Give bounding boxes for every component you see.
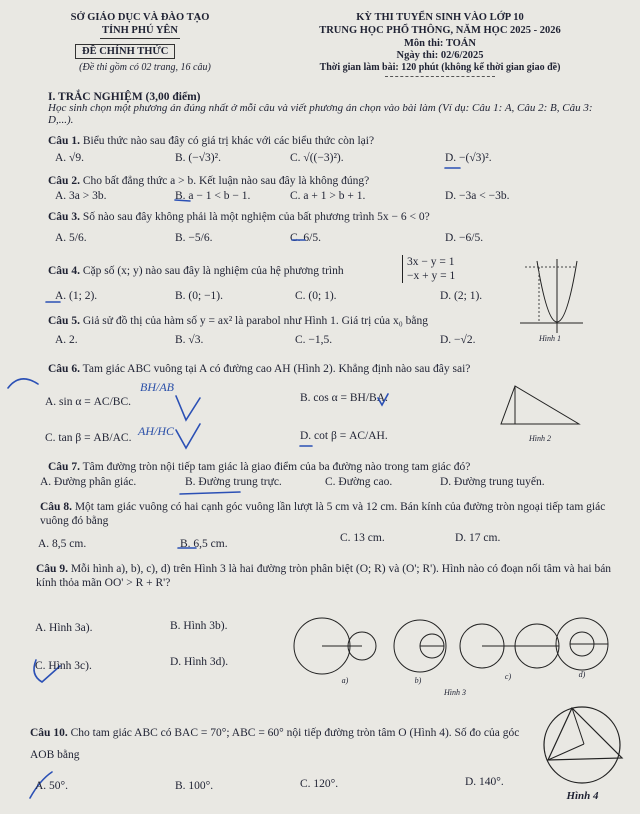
q3-option-c: C. 6/5. xyxy=(290,232,321,244)
q4-option-a: A. (1; 2). xyxy=(55,290,98,302)
q8-option-b: B. 6,5 cm. xyxy=(180,538,228,550)
handwritten-note: AH/HC xyxy=(138,424,174,438)
q6-option-a: A. sin α = AC/BC. xyxy=(45,396,131,408)
q5-option-d: D. −√2. xyxy=(440,334,476,346)
q2-option-c: C. a + 1 > b + 1. xyxy=(290,190,366,202)
question-7: Câu 7. Tâm đường tròn nội tiếp tam giác là giao điểm của ba đường nào trong tam giác đó? xyxy=(48,461,471,473)
question-1: Câu 1. Biểu thức nào sau đây có giá trị khác với các biểu thức còn lại? xyxy=(48,135,375,147)
section-title: I. TRẮC NGHIỆM (3,00 điểm) xyxy=(48,91,201,103)
q4-option-d: D. (2; 1). xyxy=(440,290,483,302)
question-4: Câu 4. Cặp số (x; y) nào sau đây là nghiệm của hệ phương trình xyxy=(48,265,344,277)
province-name: TỈNH PHÚ YÊN xyxy=(101,25,179,36)
q5-option-a: A. 2. xyxy=(55,334,78,346)
q9-option-a: A. Hình 3a). xyxy=(35,622,93,634)
q6-option-b: B. cos α = BH/BA. xyxy=(300,392,388,404)
figure-4-caption: Hình 4 xyxy=(566,790,599,802)
q10-option-d: D. 140°. xyxy=(465,776,504,788)
figure-3d-label: d) xyxy=(578,670,586,679)
question-9: Câu 9. Mỗi hình a), b), c), d) trên Hình 3 là hai đường tròn phân biệt (O; R) và (O'; R'). Hình nào có đoạn nối tâm và hai bán kính thỏa mãn OO' > R + R'? xyxy=(36,563,612,589)
handwritten-note: BH/AB xyxy=(140,380,174,394)
exam-subtitle: TRUNG HỌC PHỔ THÔNG, NĂM HỌC 2025 - 2026 xyxy=(319,25,561,36)
question-10: Câu 10. Cho tam giác ABC có BAC = 70°; ABC = 60° nội tiếp đường tròn tâm O (Hình 4). Số đo của góc AOB bằng xyxy=(30,727,520,761)
exam-title: KỲ THI TUYỂN SINH VÀO LỚP 10 xyxy=(356,12,524,23)
q1-option-d: D. −(√3)². xyxy=(445,152,492,164)
q9-option-d: D. Hình 3d). xyxy=(170,656,229,668)
q5-option-c: C. −1,5. xyxy=(295,334,333,346)
question-8: Câu 8. Một tam giác vuông có hai cạnh góc vuông lần lượt là 5 cm và 12 cm. Bán kính của đường tròn ngoại tiếp tam giác vuông đó bằng xyxy=(40,501,606,527)
q7-option-c: C. Đường cao. xyxy=(325,476,393,488)
q3-option-d: D. −6/5. xyxy=(445,232,484,244)
q1-option-c: C. √((−3)²). xyxy=(290,152,344,164)
figure-3b-label: b) xyxy=(414,676,422,685)
figure-4-inscribed-triangle xyxy=(540,700,625,790)
figure-2-triangle xyxy=(495,380,585,435)
question-6: Câu 6. Tam giác ABC vuông tại A có đường cao AH (Hình 2). Khẳng định nào sau đây sai? xyxy=(48,363,471,375)
exam-date: Ngày thi: 02/6/2025 xyxy=(396,50,484,61)
q1-option-b: B. (−√3)². xyxy=(175,152,221,164)
figure-3a-label: a) xyxy=(341,676,349,685)
equation-system: 3x − y = 1 −x + y = 1 xyxy=(402,255,455,283)
official-stamp: ĐỀ CHÍNH THỨC xyxy=(75,44,175,59)
q2-option-d: D. −3a < −3b. xyxy=(445,190,510,202)
q8-option-a: A. 8,5 cm. xyxy=(38,538,87,550)
figure-1-caption: Hình 1 xyxy=(539,334,561,343)
q4-option-c: C. (0; 1). xyxy=(295,290,337,302)
q8-option-d: D. 17 cm. xyxy=(455,532,501,544)
q2-option-b: B. a − 1 < b − 1. xyxy=(175,190,251,202)
q7-option-a: A. Đường phân giác. xyxy=(40,476,137,488)
figure-2-caption: Hình 2 xyxy=(529,434,551,443)
question-5: Câu 5. Giả sử đồ thị của hàm số y = ax² là parabol như Hình 1. Giá trị của x₀ bằng xyxy=(48,315,428,327)
section-instruction: Học sinh chọn một phương án đúng nhất ở mỗi câu và viết phương án chọn vào bài làm (Ví dụ: Câu 1: A, Câu 2: B, Câu 3: D,...). xyxy=(48,102,593,126)
subject: Môn thi: TOÁN xyxy=(404,38,476,49)
dept-name: SỞ GIÁO DỤC VÀ ĐÀO TẠO xyxy=(70,12,210,23)
q3-option-b: B. −5/6. xyxy=(175,232,213,244)
q1-option-a: A. √9. xyxy=(55,152,84,164)
q6-option-c: C. tan β = AB/AC. xyxy=(45,432,132,444)
q6-option-d: D. cot β = AC/AH. xyxy=(300,430,388,442)
figure-3-caption: Hình 3 xyxy=(444,688,466,697)
q7-option-d: D. Đường trung tuyến. xyxy=(440,476,545,488)
question-3: Câu 3. Số nào sau đây không phải là một nghiệm của bất phương trình 5x − 6 < 0? xyxy=(48,211,430,223)
q9-option-b: B. Hình 3b). xyxy=(170,620,228,632)
q5-option-b: B. √3. xyxy=(175,334,204,346)
question-2: Câu 2. Cho bất đẳng thức a > b. Kết luận nào sau đây là không đúng? xyxy=(48,175,370,187)
pages-note: (Đề thi gồm có 02 trang, 16 câu) xyxy=(79,62,211,73)
q3-option-a: A. 5/6. xyxy=(55,232,87,244)
q8-option-c: C. 13 cm. xyxy=(340,532,385,544)
q2-option-a: A. 3a > 3b. xyxy=(55,190,107,202)
q7-option-b: B. Đường trung trực. xyxy=(185,476,282,488)
exam-time: Thời gian làm bài: 120 phút (không kể thời gian giao đề) xyxy=(319,62,561,73)
q10-option-b: B. 100°. xyxy=(175,780,214,792)
q4-option-b: B. (0; −1). xyxy=(175,290,224,302)
figure-3c-label: c) xyxy=(504,672,512,681)
q10-option-a: A. 50°. xyxy=(35,780,69,792)
q10-option-c: C. 120°. xyxy=(300,778,339,790)
q9-option-c: C. Hình 3c). xyxy=(35,660,92,672)
